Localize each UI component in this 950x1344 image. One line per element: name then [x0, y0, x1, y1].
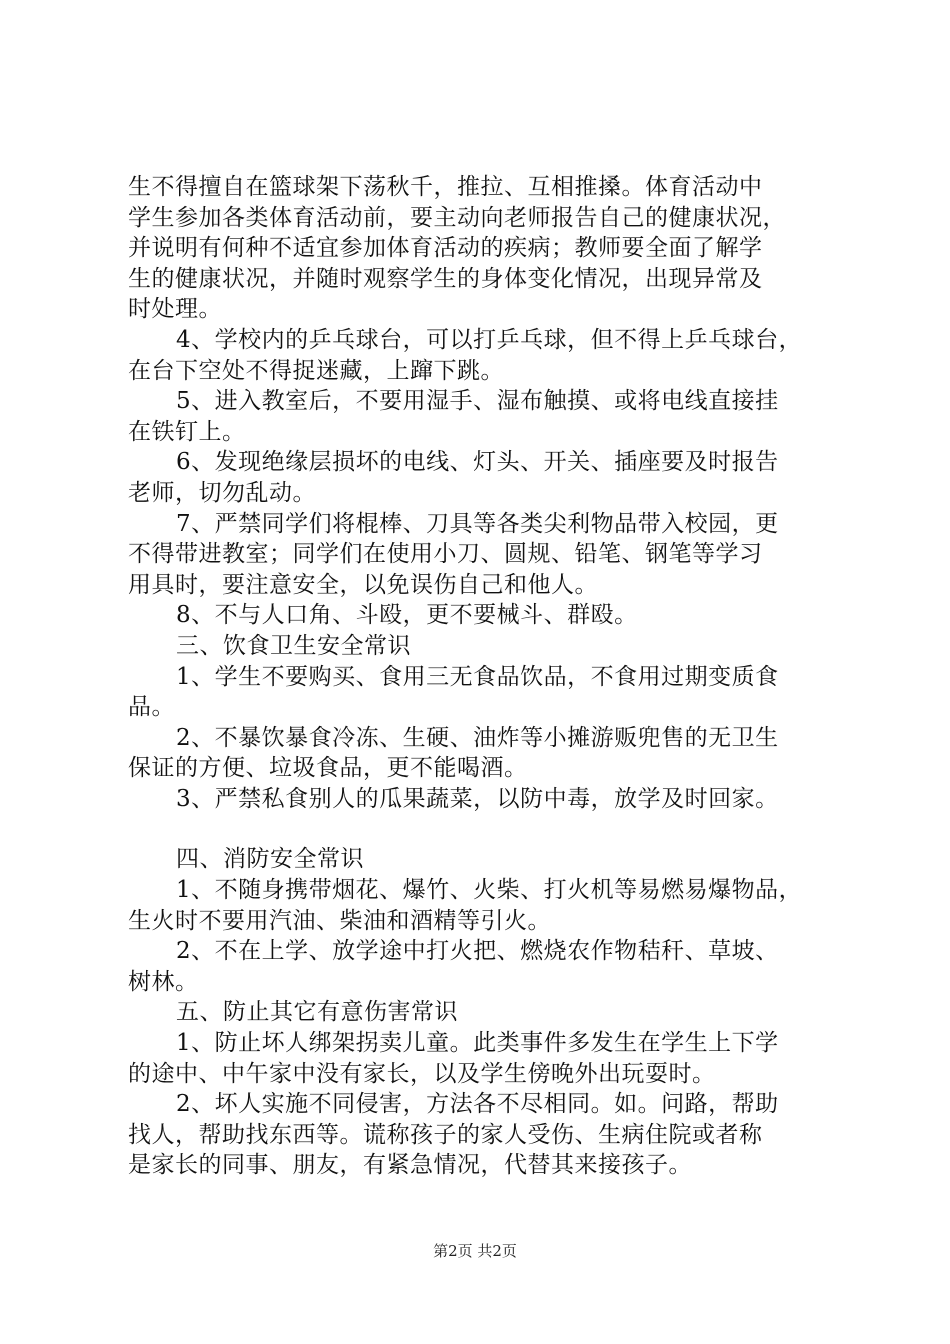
text-line: 学生参加各类体育活动前，要主动向老师报告自己的健康状况，	[128, 204, 786, 231]
text-line: 老师，切勿乱动。	[128, 479, 316, 506]
text-line: 树林。	[128, 968, 199, 995]
text-line: 生的健康状况，并随时观察学生的身体变化情况，出现异常及	[128, 265, 763, 292]
text-line: 生不得擅自在篮球架下荡秋千，推拉、互相推搡。体育活动中	[128, 174, 763, 200]
text-line: 2、坏人实施不同侵害，方法各不尽相同。如。问路，帮助	[176, 1091, 779, 1118]
text-line: 找人，帮助找东西等。谎称孩子的家人受伤、生病住院或者称	[128, 1121, 763, 1148]
text-line: 五、防止其它有意伤害常识	[176, 999, 458, 1026]
text-line: 5、进入教室后，不要用湿手、湿布触摸、或将电线直接挂	[176, 388, 779, 415]
text-line: 三、饮食卫生安全常识	[176, 632, 411, 659]
text-line: 1、不随身携带烟花、爆竹、火柴、打火机等易燃易爆物品，	[176, 877, 803, 904]
text-line: 的途中、中午家中没有家长，以及学生傍晚外出玩耍时。	[128, 1060, 716, 1087]
page-number-label: 第2页 共2页	[433, 1242, 517, 1260]
text-line: 7、严禁同学们将棍棒、刀具等各类尖利物品带入校园，更	[176, 510, 779, 537]
text-line: 时处理。	[128, 296, 222, 323]
text-line: 2、不暴饮暴食冷冻、生硬、油炸等小摊游贩兜售的无卫生	[176, 724, 779, 751]
text-line: 生火时不要用汽油、柴油和酒精等引火。	[128, 907, 551, 934]
text-line: 品。	[128, 694, 175, 721]
text-line: 用具时，要注意安全，以免误伤自己和他人。	[128, 571, 598, 598]
page-footer	[0, 1240, 950, 1261]
text-line: 1、学生不要购买、食用三无食品饮品，不食用过期变质食	[176, 663, 779, 690]
text-line: 不得带进教室；同学们在使用小刀、圆规、铅笔、钢笔等学习	[128, 541, 763, 568]
text-line: 四、消防安全常识	[176, 846, 364, 873]
text-line: 4、学校内的乒乓球台，可以打乒乓球，但不得上乒乓球台，	[176, 326, 803, 353]
text-line: 保证的方便、垃圾食品，更不能喝酒。	[128, 755, 528, 782]
text-line: 1、防止坏人绑架拐卖儿童。此类事件多发生在学生上下学	[176, 1030, 779, 1057]
text-line: 并说明有何种不适宜参加体育活动的疾病；教师要全面了解学	[128, 235, 763, 262]
text-line: 2、不在上学、放学途中打火把、燃烧农作物秸秆、草坡、	[176, 938, 779, 965]
text-line: 是家长的同事、朋友，有紧急情况，代替其来接孩子。	[128, 1152, 692, 1179]
text-line: 在铁钉上。	[128, 418, 246, 445]
text-line: 6、发现绝缘层损坏的电线、灯头、开关、插座要及时报告	[176, 449, 779, 476]
document-body	[128, 172, 840, 1181]
text-line: 3、严禁私食别人的瓜果蔬菜，以防中毒，放学及时回家。	[176, 785, 779, 812]
text-line: 在台下空处不得捉迷藏，上蹿下跳。	[128, 357, 504, 384]
text-line: 8、不与人口角、斗殴，更不要械斗、群殴。	[176, 602, 638, 629]
